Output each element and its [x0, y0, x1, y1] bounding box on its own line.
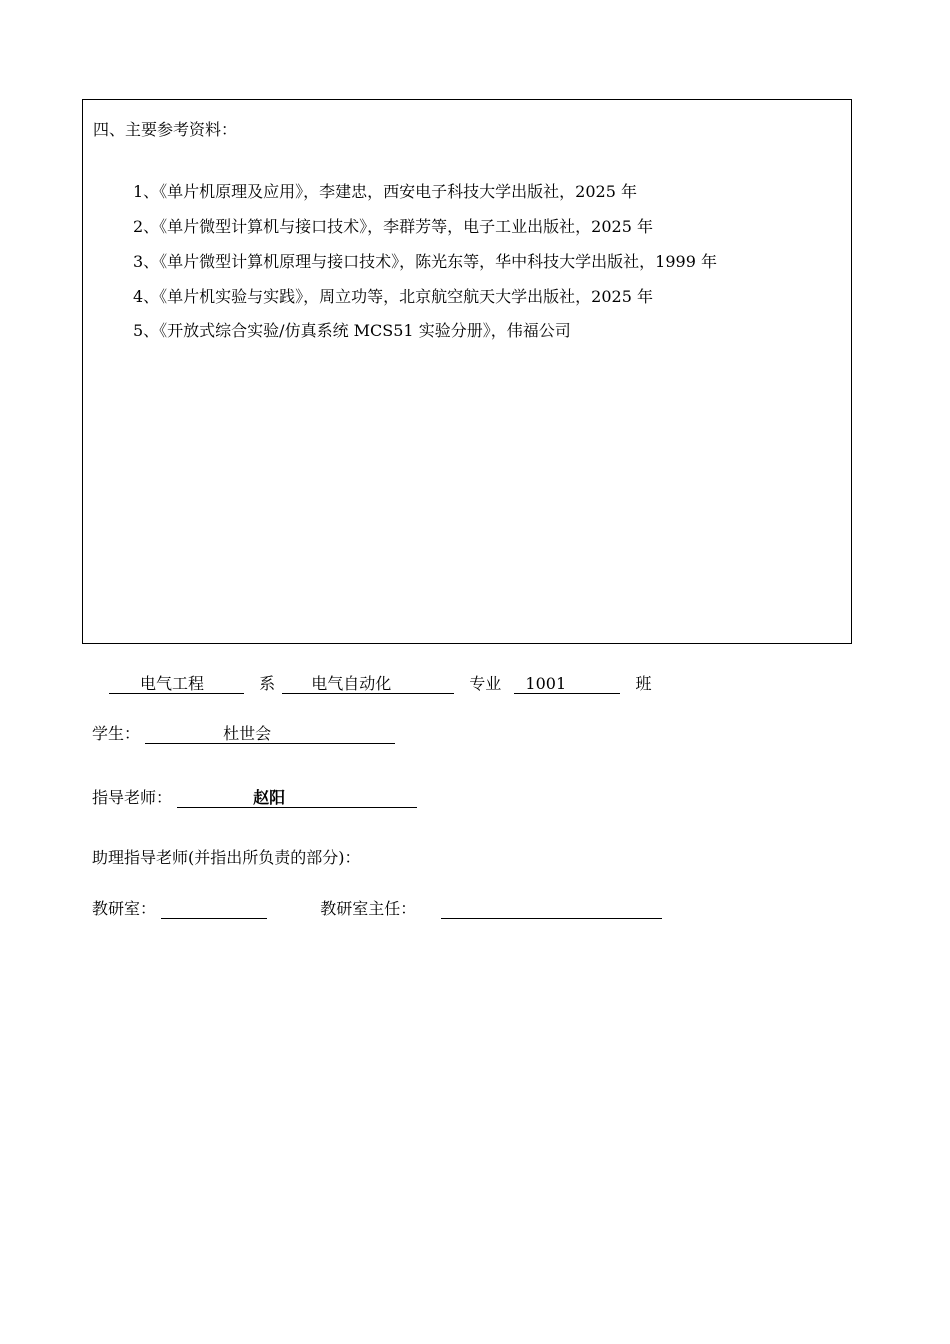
major-label: 专业	[469, 674, 502, 693]
assistant-advisor-line	[92, 848, 361, 868]
advisor-value: 赵阳	[177, 788, 417, 808]
office-director-label: 教研室主任：	[320, 899, 417, 918]
department-value: 电气工程	[109, 674, 244, 694]
office-label: 教研室：	[92, 899, 157, 918]
student-value: 杜世会	[145, 724, 395, 744]
advisor-line	[92, 788, 417, 808]
assistant-advisor-label: 助理指导老师(并指出所负责的部分)：	[92, 848, 361, 867]
student-label: 学生：	[92, 724, 141, 743]
advisor-label: 指导老师：	[92, 788, 173, 807]
major-value: 电气自动化	[282, 674, 454, 694]
student-line	[92, 724, 395, 744]
office-director-value	[441, 899, 662, 919]
references-heading: 四、主要参考资料：	[93, 120, 238, 139]
department-major-class-line	[109, 674, 652, 694]
department-label: 系	[259, 674, 276, 693]
reference-item-4: 4、《单片机实验与实践》，周立功等，北京航空航天大学出版社，2025 年	[133, 287, 653, 306]
references-box	[82, 99, 852, 644]
reference-item-1: 1、《单片机原理及应用》，李建忠，西安电子科技大学出版社，2025 年	[133, 182, 637, 201]
office-line	[92, 899, 662, 919]
reference-item-5: 5、《开放式综合实验/仿真系统 MCS51 实验分册》，伟福公司	[133, 321, 571, 340]
class-label: 班	[635, 674, 652, 693]
office-value	[161, 899, 267, 919]
class-value: 1001	[514, 674, 620, 694]
reference-item-3: 3、《单片微型计算机原理与接口技术》，陈光东等，华中科技大学出版社，1999 年	[133, 252, 717, 271]
reference-item-2: 2、《单片微型计算机与接口技术》，李群芳等，电子工业出版社，2025 年	[133, 217, 653, 236]
